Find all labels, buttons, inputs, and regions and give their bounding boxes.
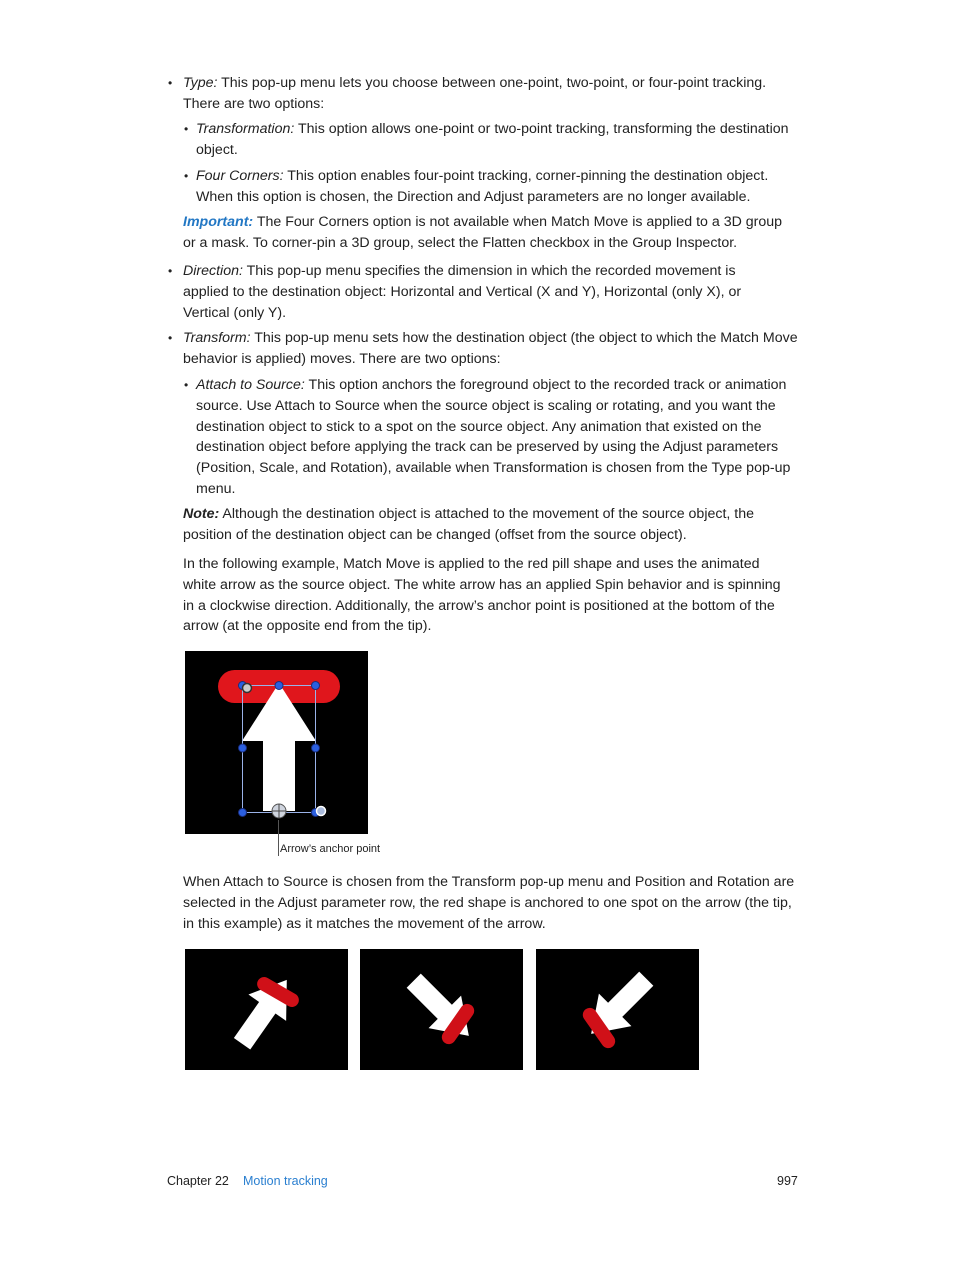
item-transformation xyxy=(196,119,796,161)
figure-caption: Arrow’s anchor point xyxy=(280,843,381,855)
anchor-point-icon xyxy=(272,804,286,818)
item-transform xyxy=(183,328,798,370)
rotation-handle-bottom xyxy=(317,807,326,816)
figure-arrow-anchor xyxy=(185,651,368,834)
term-attach: Attach to Source: xyxy=(196,377,305,393)
figure-result-frame-1 xyxy=(185,949,348,1070)
frame-2-svg xyxy=(360,949,523,1070)
rotation-handle-top xyxy=(243,684,252,693)
handle-bottom-left xyxy=(239,809,247,817)
paragraph-example: In the following example, Match Move is applied to the red pill shape and uses the animated white arrow as the source object. The white arrow has an applied Spin behavior and is spinning in a clockwise direction. Additionally, the arrow’s anchor point is positioned at the bottom of the arrow (at the opposite end from the tip). xyxy=(183,556,781,635)
bullet-attach: • xyxy=(184,378,189,392)
figure-result-frame-2 xyxy=(360,949,523,1070)
term-transform: Transform: xyxy=(183,330,251,346)
item-attach xyxy=(196,375,796,500)
text-note: Although the destination object is attached to the movement of the source object, the position of the destination object can be changed (offset from the source object). xyxy=(183,506,755,543)
handle-mid-left xyxy=(239,744,247,752)
item-four-corners xyxy=(196,166,796,208)
handle-top-right xyxy=(312,682,320,690)
bullet-transform: • xyxy=(168,331,173,345)
footer-section-link[interactable]: Motion tracking xyxy=(243,1174,328,1188)
term-important: Important: xyxy=(183,214,254,230)
bullet-transformation: • xyxy=(184,122,189,136)
white-arrow-shape xyxy=(575,962,663,1050)
paragraph-attach-result: When Attach to Source is chosen from the Transform pop-up menu and Position and Rotation are selected in the Adjust parameter row, the red shape is anchored to one spot on the arrow (the tip, in this example) as it matches the movement of the arrow. xyxy=(183,874,795,932)
term-direction: Direction: xyxy=(183,263,243,279)
item-type xyxy=(183,73,798,115)
handle-top-center xyxy=(275,682,283,690)
figure-arrow-svg xyxy=(185,651,368,834)
text-transformation: This option allows one-point or two-point tracking, transforming the destination object. xyxy=(196,121,789,158)
item-direction xyxy=(183,261,773,323)
term-type: Type: xyxy=(183,75,218,91)
page-number: 997 xyxy=(777,1174,798,1188)
text-transform: This pop-up menu sets how the destination object (the object to which the Match Move behavior is applied) moves. There are two options: xyxy=(183,330,798,367)
term-four-corners: Four Corners: xyxy=(196,168,284,184)
footer-chapter: Chapter 22 xyxy=(167,1174,229,1188)
term-transformation: Transformation: xyxy=(196,121,295,137)
item-note xyxy=(183,504,798,546)
frame-3-svg xyxy=(536,949,699,1070)
bullet-four-corners: • xyxy=(184,169,189,183)
term-note: Note: xyxy=(183,506,220,522)
handle-mid-right xyxy=(312,744,320,752)
item-important xyxy=(183,212,798,254)
text-attach: This option anchors the foreground object to the recorded track or animation source. Use Attach to Source when the source object is scaling or rotating, and you want the destination object to stick to a spot on the source object. Any animation that existed on the destination object before applying the track can be preserved by using the Adjust parameters (Position, Scale, and Rotation), available when Transformation is chosen from the Type pop-up menu. xyxy=(196,377,791,497)
text-direction: This pop-up menu specifies the dimension in which the recorded movement is applied to the destination object: Horizontal and Vertical (X and Y), Horizontal (only X), or Vertical (only Y). xyxy=(183,263,742,321)
bullet-direction: • xyxy=(168,264,173,278)
bullet-type: • xyxy=(168,76,173,90)
figure-result-frame-3 xyxy=(536,949,699,1070)
frame-1-svg xyxy=(185,949,348,1070)
text-important: The Four Corners option is not available when Match Move is applied to a 3D group or a mask. To corner-pin a 3D group, select the Flatten checkbox in the Group Inspector. xyxy=(183,214,783,251)
text-type: This pop-up menu lets you choose between one-point, two-point, or four-point tracking. There are two options: xyxy=(183,75,767,112)
text-four-corners: This option enables four-point tracking, corner-pinning the destination object. When this option is chosen, the Direction and Adjust parameters are no longer available. xyxy=(196,168,769,205)
caption-leader-line xyxy=(278,820,279,856)
